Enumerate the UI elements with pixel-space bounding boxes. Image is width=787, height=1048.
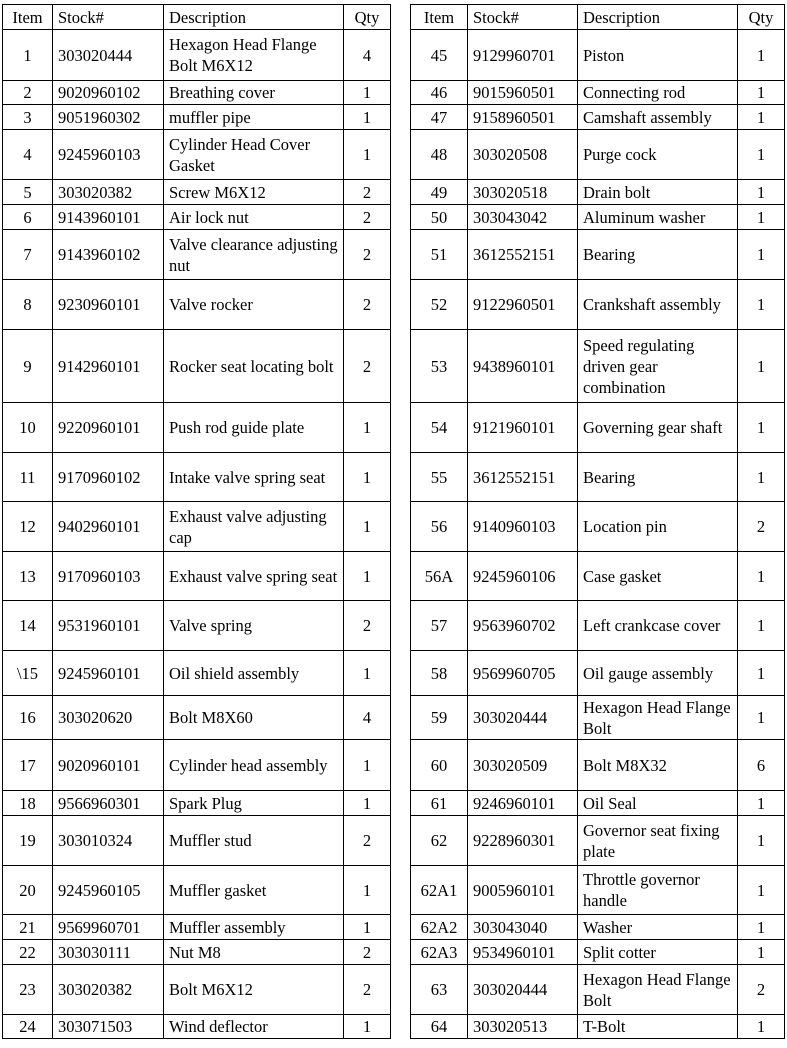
table-row — [3, 940, 391, 965]
header-description: Description — [578, 5, 738, 30]
cell-item: 3 — [3, 105, 53, 130]
cell-description: Purge cock — [578, 130, 738, 180]
cell-description: Aluminum washer — [578, 205, 738, 230]
table-row — [411, 453, 785, 502]
parts-table-left — [2, 4, 391, 1039]
cell-description: Throttle governor handle — [578, 866, 738, 915]
cell-description: Hexagon Head Flange Bolt — [578, 965, 738, 1015]
cell-item: 60 — [411, 740, 468, 791]
table-row — [411, 601, 785, 651]
cell-stock: 9170960103 — [53, 552, 164, 601]
cell-stock: 303020518 — [468, 180, 578, 205]
cell-qty: 2 — [344, 940, 391, 965]
cell-item: 11 — [3, 453, 53, 502]
cell-qty: 1 — [738, 791, 785, 816]
cell-qty: 1 — [738, 866, 785, 915]
cell-item: 62A3 — [411, 940, 468, 965]
table-row — [3, 866, 391, 915]
header-qty: Qty — [738, 5, 785, 30]
table-row — [411, 940, 785, 965]
cell-item: 8 — [3, 280, 53, 330]
cell-qty: 1 — [738, 330, 785, 403]
cell-stock: 9143960102 — [53, 230, 164, 280]
cell-item: 22 — [3, 940, 53, 965]
cell-item: 55 — [411, 453, 468, 502]
cell-stock: 9015960501 — [468, 81, 578, 105]
table-row — [411, 280, 785, 330]
header-stock: Stock# — [53, 5, 164, 30]
cell-item: 56 — [411, 502, 468, 552]
cell-description: Bearing — [578, 453, 738, 502]
cell-qty: 1 — [738, 130, 785, 180]
cell-description: Wind deflector — [164, 1015, 344, 1039]
cell-description: muffler pipe — [164, 105, 344, 130]
table-row — [3, 791, 391, 816]
cell-stock: 303020513 — [468, 1015, 578, 1039]
cell-description: Intake valve spring seat — [164, 453, 344, 502]
table-row — [411, 403, 785, 453]
cell-description: Governor seat fixing plate — [578, 816, 738, 866]
cell-qty: 1 — [738, 601, 785, 651]
cell-description: Muffler assembly — [164, 915, 344, 940]
table-row — [411, 866, 785, 915]
table-row — [411, 696, 785, 740]
cell-description: Hexagon Head Flange Bolt M6X12 — [164, 30, 344, 81]
cell-description: Nut M8 — [164, 940, 344, 965]
table-row — [3, 816, 391, 866]
cell-description: Bolt M8X60 — [164, 696, 344, 740]
cell-stock: 9220960101 — [53, 403, 164, 453]
cell-stock: 9245960101 — [53, 651, 164, 696]
cell-item: 47 — [411, 105, 468, 130]
cell-description: Valve clearance adjusting nut — [164, 230, 344, 280]
cell-description: Air lock nut — [164, 205, 344, 230]
cell-qty: 2 — [344, 230, 391, 280]
table-row — [3, 1015, 391, 1039]
cell-qty: 1 — [344, 403, 391, 453]
cell-stock: 9569960701 — [53, 915, 164, 940]
cell-qty: 2 — [344, 180, 391, 205]
table-row — [411, 180, 785, 205]
cell-stock: 9121960101 — [468, 403, 578, 453]
cell-qty: 1 — [344, 1015, 391, 1039]
cell-item: 17 — [3, 740, 53, 791]
cell-stock: 9245960105 — [53, 866, 164, 915]
cell-description: Valve rocker — [164, 280, 344, 330]
cell-stock: 9158960501 — [468, 105, 578, 130]
table-row — [3, 280, 391, 330]
cell-description: Screw M6X12 — [164, 180, 344, 205]
table-row — [3, 230, 391, 280]
cell-item: 13 — [3, 552, 53, 601]
cell-qty: 1 — [738, 403, 785, 453]
cell-item: 62A1 — [411, 866, 468, 915]
cell-stock: 3612552151 — [468, 230, 578, 280]
table-row — [3, 180, 391, 205]
cell-qty: 6 — [738, 740, 785, 791]
cell-stock: 9563960702 — [468, 601, 578, 651]
cell-stock: 9142960101 — [53, 330, 164, 403]
cell-qty: 2 — [344, 330, 391, 403]
cell-item: 4 — [3, 130, 53, 180]
cell-description: Case gasket — [578, 552, 738, 601]
table-row — [3, 30, 391, 81]
table-row — [3, 740, 391, 791]
cell-item: 59 — [411, 696, 468, 740]
cell-item: 16 — [3, 696, 53, 740]
cell-qty: 1 — [738, 230, 785, 280]
cell-stock: 303020382 — [53, 965, 164, 1015]
table-header-row — [411, 5, 785, 30]
cell-description: Speed regulating driven gear combination — [578, 330, 738, 403]
cell-description: Cylinder head assembly — [164, 740, 344, 791]
table-row — [411, 965, 785, 1015]
cell-qty: 2 — [344, 601, 391, 651]
cell-description: Location pin — [578, 502, 738, 552]
cell-description: Muffler stud — [164, 816, 344, 866]
cell-stock: 9020960101 — [53, 740, 164, 791]
table-row — [411, 30, 785, 81]
table-row — [3, 205, 391, 230]
cell-item: 54 — [411, 403, 468, 453]
table-row — [411, 816, 785, 866]
table-row — [3, 453, 391, 502]
cell-description: Muffler gasket — [164, 866, 344, 915]
table-row — [3, 965, 391, 1015]
cell-item: 1 — [3, 30, 53, 81]
table-row — [411, 791, 785, 816]
cell-stock: 9569960705 — [468, 651, 578, 696]
cell-qty: 1 — [738, 816, 785, 866]
cell-description: Exhaust valve spring seat — [164, 552, 344, 601]
cell-stock: 303071503 — [53, 1015, 164, 1039]
cell-item: 24 — [3, 1015, 53, 1039]
cell-description: T-Bolt — [578, 1015, 738, 1039]
cell-item: \15 — [3, 651, 53, 696]
table-row — [3, 601, 391, 651]
cell-stock: 9246960101 — [468, 791, 578, 816]
cell-stock: 9245960106 — [468, 552, 578, 601]
cell-stock: 303043042 — [468, 205, 578, 230]
cell-qty: 1 — [344, 740, 391, 791]
table-row — [411, 105, 785, 130]
cell-stock: 9402960101 — [53, 502, 164, 552]
cell-qty: 4 — [344, 30, 391, 81]
cell-description: Hexagon Head Flange Bolt — [578, 696, 738, 740]
cell-stock: 303030111 — [53, 940, 164, 965]
cell-item: 49 — [411, 180, 468, 205]
cell-item: 9 — [3, 330, 53, 403]
cell-description: Oil shield assembly — [164, 651, 344, 696]
cell-item: 23 — [3, 965, 53, 1015]
cell-qty: 1 — [344, 81, 391, 105]
cell-description: Drain bolt — [578, 180, 738, 205]
cell-stock: 3612552151 — [468, 453, 578, 502]
cell-qty: 1 — [738, 696, 785, 740]
cell-item: 56A — [411, 552, 468, 601]
cell-stock: 303020620 — [53, 696, 164, 740]
header-stock: Stock# — [468, 5, 578, 30]
table-row — [411, 651, 785, 696]
cell-item: 5 — [3, 180, 53, 205]
cell-description: Valve spring — [164, 601, 344, 651]
cell-description: Cylinder Head Cover Gasket — [164, 130, 344, 180]
table-row — [411, 230, 785, 280]
cell-qty: 1 — [344, 915, 391, 940]
cell-qty: 1 — [738, 180, 785, 205]
cell-description: Bolt M8X32 — [578, 740, 738, 791]
table-row — [3, 105, 391, 130]
cell-stock: 9534960101 — [468, 940, 578, 965]
header-item: Item — [3, 5, 53, 30]
cell-description: Oil gauge assembly — [578, 651, 738, 696]
cell-qty: 1 — [738, 915, 785, 940]
cell-description: Connecting rod — [578, 81, 738, 105]
table-row — [3, 915, 391, 940]
table-row — [3, 330, 391, 403]
cell-stock: 303020444 — [468, 965, 578, 1015]
cell-item: 21 — [3, 915, 53, 940]
cell-stock: 303020509 — [468, 740, 578, 791]
cell-description: Push rod guide plate — [164, 403, 344, 453]
table-row — [411, 740, 785, 791]
cell-item: 53 — [411, 330, 468, 403]
cell-qty: 2 — [344, 280, 391, 330]
cell-qty: 1 — [344, 130, 391, 180]
cell-item: 50 — [411, 205, 468, 230]
table-row — [411, 1015, 785, 1039]
table-row — [3, 403, 391, 453]
cell-stock: 9228960301 — [468, 816, 578, 866]
table-row — [411, 552, 785, 601]
table-row — [3, 651, 391, 696]
cell-qty: 1 — [344, 552, 391, 601]
table-header-row — [3, 5, 391, 30]
table-row — [411, 81, 785, 105]
cell-qty: 1 — [344, 866, 391, 915]
cell-qty: 1 — [738, 30, 785, 81]
cell-item: 20 — [3, 866, 53, 915]
cell-item: 19 — [3, 816, 53, 866]
cell-stock: 303020444 — [468, 696, 578, 740]
cell-item: 58 — [411, 651, 468, 696]
cell-item: 45 — [411, 30, 468, 81]
table-row — [411, 915, 785, 940]
cell-item: 6 — [3, 205, 53, 230]
cell-qty: 2 — [344, 816, 391, 866]
cell-description: Piston — [578, 30, 738, 81]
cell-qty: 1 — [738, 651, 785, 696]
cell-item: 7 — [3, 230, 53, 280]
cell-stock: 9438960101 — [468, 330, 578, 403]
cell-item: 12 — [3, 502, 53, 552]
cell-qty: 1 — [738, 205, 785, 230]
cell-stock: 9245960103 — [53, 130, 164, 180]
cell-qty: 1 — [738, 1015, 785, 1039]
cell-item: 2 — [3, 81, 53, 105]
cell-item: 51 — [411, 230, 468, 280]
parts-table-right — [410, 4, 785, 1039]
cell-stock: 303043040 — [468, 915, 578, 940]
cell-stock: 9140960103 — [468, 502, 578, 552]
cell-qty: 1 — [738, 280, 785, 330]
cell-stock: 303010324 — [53, 816, 164, 866]
cell-item: 62 — [411, 816, 468, 866]
cell-qty: 2 — [738, 502, 785, 552]
cell-description: Camshaft assembly — [578, 105, 738, 130]
table-row — [3, 552, 391, 601]
cell-description: Washer — [578, 915, 738, 940]
cell-qty: 2 — [344, 965, 391, 1015]
cell-qty: 1 — [344, 453, 391, 502]
cell-qty: 1 — [738, 81, 785, 105]
cell-item: 48 — [411, 130, 468, 180]
cell-stock: 303020382 — [53, 180, 164, 205]
header-item: Item — [411, 5, 468, 30]
cell-stock: 9566960301 — [53, 791, 164, 816]
cell-stock: 9020960102 — [53, 81, 164, 105]
cell-qty: 1 — [738, 940, 785, 965]
cell-qty: 1 — [344, 502, 391, 552]
cell-item: 10 — [3, 403, 53, 453]
cell-stock: 303020508 — [468, 130, 578, 180]
table-row — [411, 330, 785, 403]
cell-description: Spark Plug — [164, 791, 344, 816]
table-row — [411, 205, 785, 230]
cell-stock: 9143960101 — [53, 205, 164, 230]
cell-qty: 1 — [738, 453, 785, 502]
cell-item: 62A2 — [411, 915, 468, 940]
cell-description: Split cotter — [578, 940, 738, 965]
cell-stock: 9122960501 — [468, 280, 578, 330]
cell-stock: 9129960701 — [468, 30, 578, 81]
cell-item: 57 — [411, 601, 468, 651]
table-row — [3, 502, 391, 552]
cell-description: Bolt M6X12 — [164, 965, 344, 1015]
cell-description: Left crankcase cover — [578, 601, 738, 651]
cell-item: 64 — [411, 1015, 468, 1039]
cell-qty: 1 — [344, 105, 391, 130]
header-qty: Qty — [344, 5, 391, 30]
table-row — [3, 696, 391, 740]
cell-description: Exhaust valve adjusting cap — [164, 502, 344, 552]
cell-item: 52 — [411, 280, 468, 330]
cell-stock: 9051960302 — [53, 105, 164, 130]
cell-qty: 4 — [344, 696, 391, 740]
cell-qty: 2 — [344, 205, 391, 230]
cell-qty: 1 — [344, 651, 391, 696]
table-row — [3, 130, 391, 180]
table-row — [411, 130, 785, 180]
cell-description: Oil Seal — [578, 791, 738, 816]
table-row — [3, 81, 391, 105]
cell-description: Rocker seat locating bolt — [164, 330, 344, 403]
cell-description: Crankshaft assembly — [578, 280, 738, 330]
cell-stock: 9531960101 — [53, 601, 164, 651]
cell-item: 61 — [411, 791, 468, 816]
cell-item: 14 — [3, 601, 53, 651]
cell-item: 18 — [3, 791, 53, 816]
cell-stock: 9005960101 — [468, 866, 578, 915]
cell-stock: 303020444 — [53, 30, 164, 81]
table-row — [411, 502, 785, 552]
cell-description: Breathing cover — [164, 81, 344, 105]
cell-description: Bearing — [578, 230, 738, 280]
header-description: Description — [164, 5, 344, 30]
cell-qty: 2 — [738, 965, 785, 1015]
cell-qty: 1 — [738, 105, 785, 130]
cell-item: 63 — [411, 965, 468, 1015]
cell-description: Governing gear shaft — [578, 403, 738, 453]
cell-item: 46 — [411, 81, 468, 105]
cell-stock: 9230960101 — [53, 280, 164, 330]
cell-qty: 1 — [344, 791, 391, 816]
cell-qty: 1 — [738, 552, 785, 601]
cell-stock: 9170960102 — [53, 453, 164, 502]
